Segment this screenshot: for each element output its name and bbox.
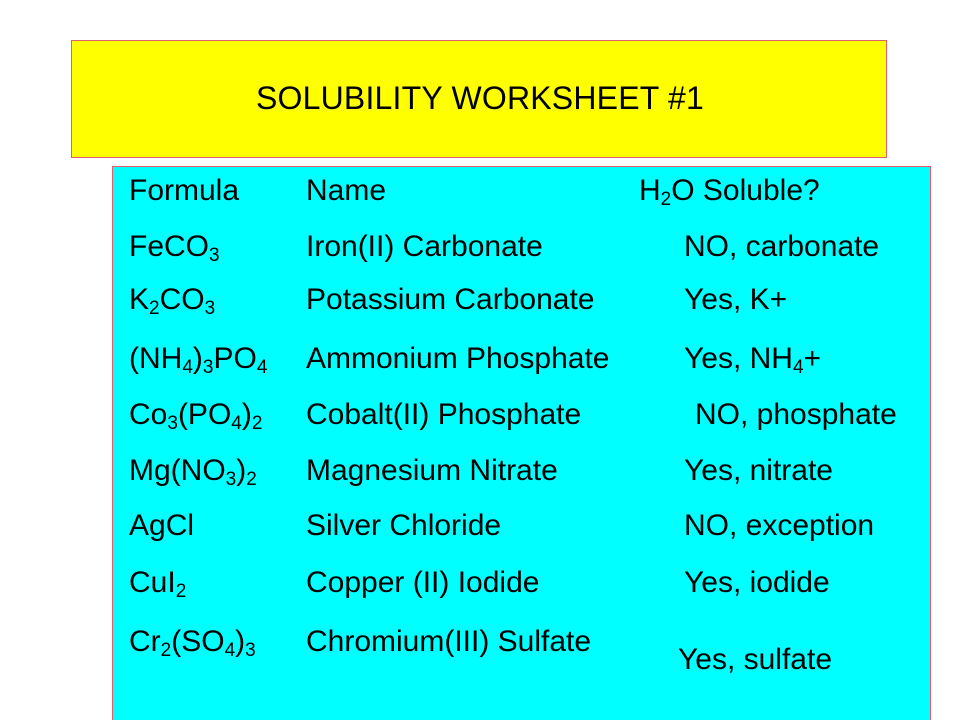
formula-cell: FeCO$_3$ [129, 230, 220, 266]
answer-cell: Yes, sulfate [678, 643, 832, 676]
answer-cell: Yes, iodide [684, 566, 830, 599]
answer-cell: Yes, $NH_4+$ [684, 342, 822, 378]
formula-cell: $(NH_4)_3PO_4$ [129, 342, 268, 378]
formula-cell: AgCl [129, 509, 195, 542]
header-formula: Formula [129, 174, 240, 207]
table-header-row [113, 171, 930, 223]
header-soluble [639, 171, 820, 211]
name-cell: Potassium Carbonate [306, 283, 595, 316]
answer-cell: NO, exception [684, 509, 875, 542]
formula-cell: CuI$_2$ [129, 566, 187, 602]
name-cell: Chromium(III) Sulfate [306, 625, 592, 658]
name-cell: Ammonium Phosphate [306, 342, 610, 375]
name-cell: Copper (II) Iodide [306, 566, 540, 599]
answer-cell: Yes, nitrate [684, 454, 833, 487]
answer-cell: Yes, K+ [684, 283, 788, 316]
table-row [113, 280, 930, 332]
table-row [113, 395, 930, 447]
formula-cell: $Mg(NO_3)_2$ [129, 454, 257, 490]
name-cell: Iron(II) Carbonate [306, 230, 543, 263]
header-soluble-rest: O Soluble? [671, 174, 820, 207]
header-soluble-sub: 2 [660, 189, 672, 210]
table-row [113, 506, 930, 558]
name-cell: Silver Chloride [306, 509, 502, 542]
table-row [113, 339, 930, 391]
answer-cell: NO, carbonate [684, 230, 880, 263]
formula-cell: $Co_3(PO_4)_2$ [129, 398, 263, 434]
table-row [113, 451, 930, 503]
table-row [113, 563, 930, 615]
formula-cell: $K_2CO_3$ [129, 283, 216, 319]
page-title: SOLUBILITY WORKSHEET #1 [255, 80, 704, 116]
table-row [113, 622, 930, 674]
table-row [113, 227, 930, 279]
solubility-table [112, 166, 931, 720]
formula-cell: $Cr_2(SO_4)_3$ [129, 625, 256, 661]
answer-cell: NO, phosphate [695, 398, 897, 431]
name-cell: Magnesium Nitrate [306, 454, 558, 487]
header-name: Name [306, 174, 387, 207]
header-soluble-h: H [639, 174, 661, 207]
name-cell: Cobalt(II) Phosphate [306, 398, 582, 431]
